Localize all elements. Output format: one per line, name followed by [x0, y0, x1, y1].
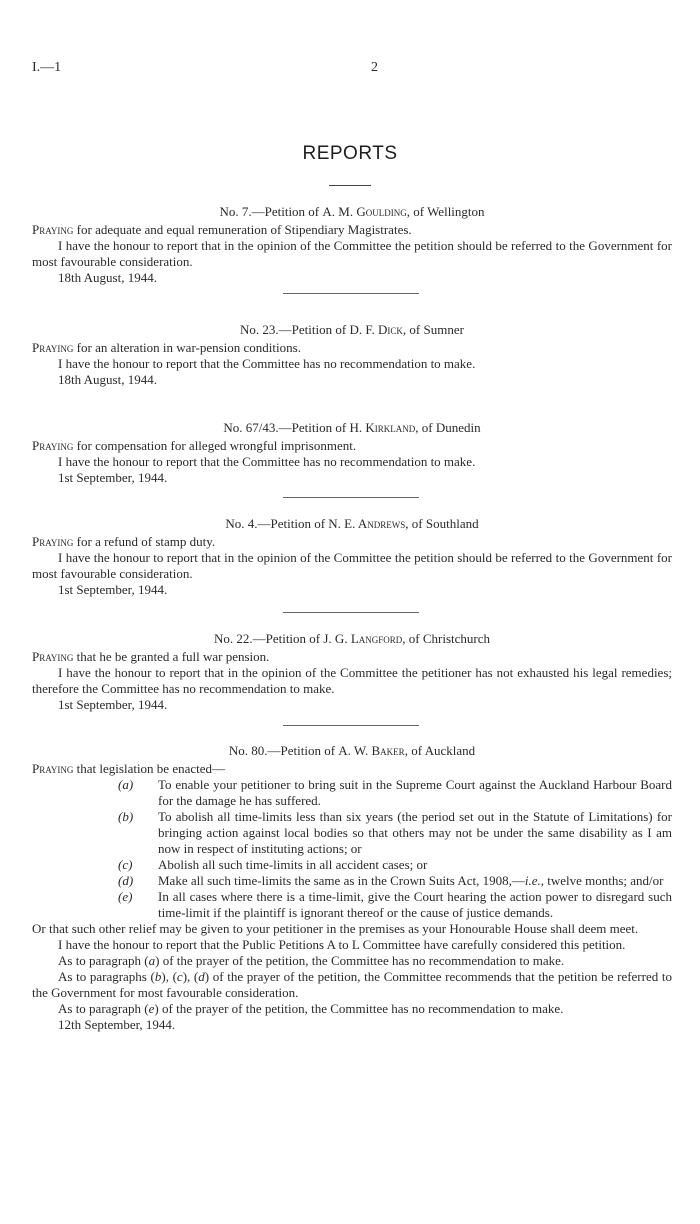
section-divider	[283, 497, 419, 498]
petition-prayer: Praying for a refund of stamp duty.	[32, 534, 216, 549]
petition-prayer: Praying for compensation for alleged wrongful imprisonment.	[32, 438, 357, 453]
report-date: 1st September, 1944.	[58, 582, 168, 597]
report-paragraph-e: As to paragraph (e) of the prayer of the petition, the Committee has no recommendation to make.	[58, 1001, 564, 1016]
parliamentary-paper-reference: I.—1	[32, 60, 62, 75]
petitioner-place: Sumner	[423, 322, 464, 337]
petition-prayer: Praying that legislation be enacted—	[32, 761, 226, 776]
petition-prayer: Praying that he be granted a full war pension.	[32, 649, 270, 664]
petition-entry	[32, 631, 672, 713]
committee-report: I have the honour to report that in the opinion of the Committee the petition should be referred to the Government for most favourable consideration.	[32, 550, 672, 581]
petition-number: No. 67/43.	[223, 420, 279, 435]
committee-report: I have the honour to report that in the opinion of the Committee the petition should be referred to the Government for most favourable consideration.	[32, 238, 672, 269]
petition-heading: No. 67/43.—Petition of H. Kirkland, of Dunedin	[223, 420, 481, 435]
committee-report: I have the honour to report that in the opinion of the Committee the petitioner has not exhausted his legal remedies; therefore the Committee has no recommendation to make.	[32, 665, 672, 696]
petitioner-place: Wellington	[427, 204, 485, 219]
report-date: 1st September, 1944.	[58, 697, 168, 712]
petitioner-place: Auckland	[424, 743, 476, 758]
petition-entry	[32, 204, 672, 286]
prayer-item-e	[32, 889, 672, 921]
petitioner-place: Southland	[425, 516, 479, 531]
report-paragraph-bcd: As to paragraphs (b), (c), (d) of the prayer of the petition, the Committee recommends that the petition be referred to the Government for most favourable consideration.	[32, 969, 672, 1000]
petition-prayer: Praying for adequate and equal remuneration of Stipendiary Magistrates.	[32, 222, 412, 237]
section-divider	[283, 612, 419, 613]
petition-heading: No. 4.—Petition of N. E. Andrews, of Southland	[225, 516, 479, 531]
section-divider	[283, 293, 419, 294]
committee-report: I have the honour to report that the Committee has no recommendation to make.	[58, 356, 476, 371]
committee-report: I have the honour to report that the Public Petitions A to L Committee have carefully considered this petition.	[58, 937, 626, 952]
prayer-item-b	[32, 809, 672, 857]
petition-entry-baker	[32, 743, 672, 1033]
prayer-item-d: (d) Make all such time-limits the same as in the Crown Suits Act, 1908,—i.e., twelve months; and/or	[118, 873, 664, 888]
item-label: (b)	[118, 809, 134, 824]
prayer-closing: Or that such other relief may be given to your petitioner in the premises as your Honourable House shall deem meet.	[32, 921, 639, 936]
page-number: 2	[371, 60, 378, 75]
petition-heading: No. 80.—Petition of A. W. Baker, of Auckland	[228, 743, 476, 758]
petition-number: No. 4.	[225, 516, 258, 531]
item-text: To abolish all time-limits less than six years (the period set out in the Statute of Limitations) for bringing action against local bodies so that others may not be under the same disability as I am now in respect of instituting actions; or	[158, 809, 672, 856]
petition-entry	[32, 516, 672, 598]
petition-heading: No. 7.—Petition of A. M. Goulding, of Wellington	[219, 204, 485, 219]
committee-report: I have the honour to report that the Committee has no recommendation to make.	[58, 454, 476, 469]
petition-number: No. 7.	[219, 204, 252, 219]
prayer-item-c	[32, 857, 672, 873]
petitioner-name: A. M. Goulding	[322, 204, 407, 219]
item-label: (c)	[118, 857, 133, 872]
item-text: To enable your petitioner to bring suit in the Supreme Court against the Auckland Harbour Board for the damage he has suffered.	[158, 777, 672, 808]
petition-number: No. 22.	[213, 631, 253, 646]
report-date: 12th September, 1944.	[58, 1017, 176, 1032]
petitioner-name: H. Kirkland	[349, 420, 416, 435]
report-date: 18th August, 1944.	[58, 270, 157, 285]
petition-number: No. 23.	[240, 322, 279, 337]
petition-heading: No. 23.—Petition of D. F. Dick, of Sumner	[240, 322, 464, 337]
item-label: (a)	[118, 777, 134, 792]
petitioner-name: A. W. Baker	[338, 743, 405, 758]
running-header	[32, 60, 668, 80]
item-label: (d)	[118, 873, 134, 888]
petition-heading: No. 22.—Petition of J. G. Langford, of Christchurch	[213, 631, 491, 646]
petitioner-name: N. E. Andrews	[328, 516, 406, 531]
petition-prayer: Praying for an alteration in war-pension conditions.	[32, 340, 301, 355]
petition-entry	[32, 420, 672, 486]
item-label: (e)	[118, 889, 133, 904]
petition-entry	[32, 322, 672, 388]
petitioner-place: Christchurch	[422, 631, 491, 646]
item-text: Abolish all such time-limits in all accident cases; or	[158, 857, 428, 872]
report-paragraph-a: As to paragraph (a) of the prayer of the petition, the Committee has no recommendation to make.	[58, 953, 565, 968]
section-divider	[283, 725, 419, 726]
petitioner-name: D. F. Dick	[349, 322, 403, 337]
page-title: REPORTS	[302, 143, 398, 164]
report-date: 1st September, 1944.	[58, 470, 168, 485]
petition-number: No. 80.	[228, 743, 268, 758]
petitioner-name: J. G. Langford	[323, 631, 403, 646]
petitioner-place: Dunedin	[435, 420, 481, 435]
title-underline	[329, 185, 371, 186]
item-text: In all cases where there is a time-limit, give the Court hearing the action power to disregard such time-limit if the plaintiff is ignorant thereof or the cause of justice demands.	[158, 889, 672, 920]
prayer-item-a	[32, 777, 672, 809]
report-date: 18th August, 1944.	[58, 372, 157, 387]
